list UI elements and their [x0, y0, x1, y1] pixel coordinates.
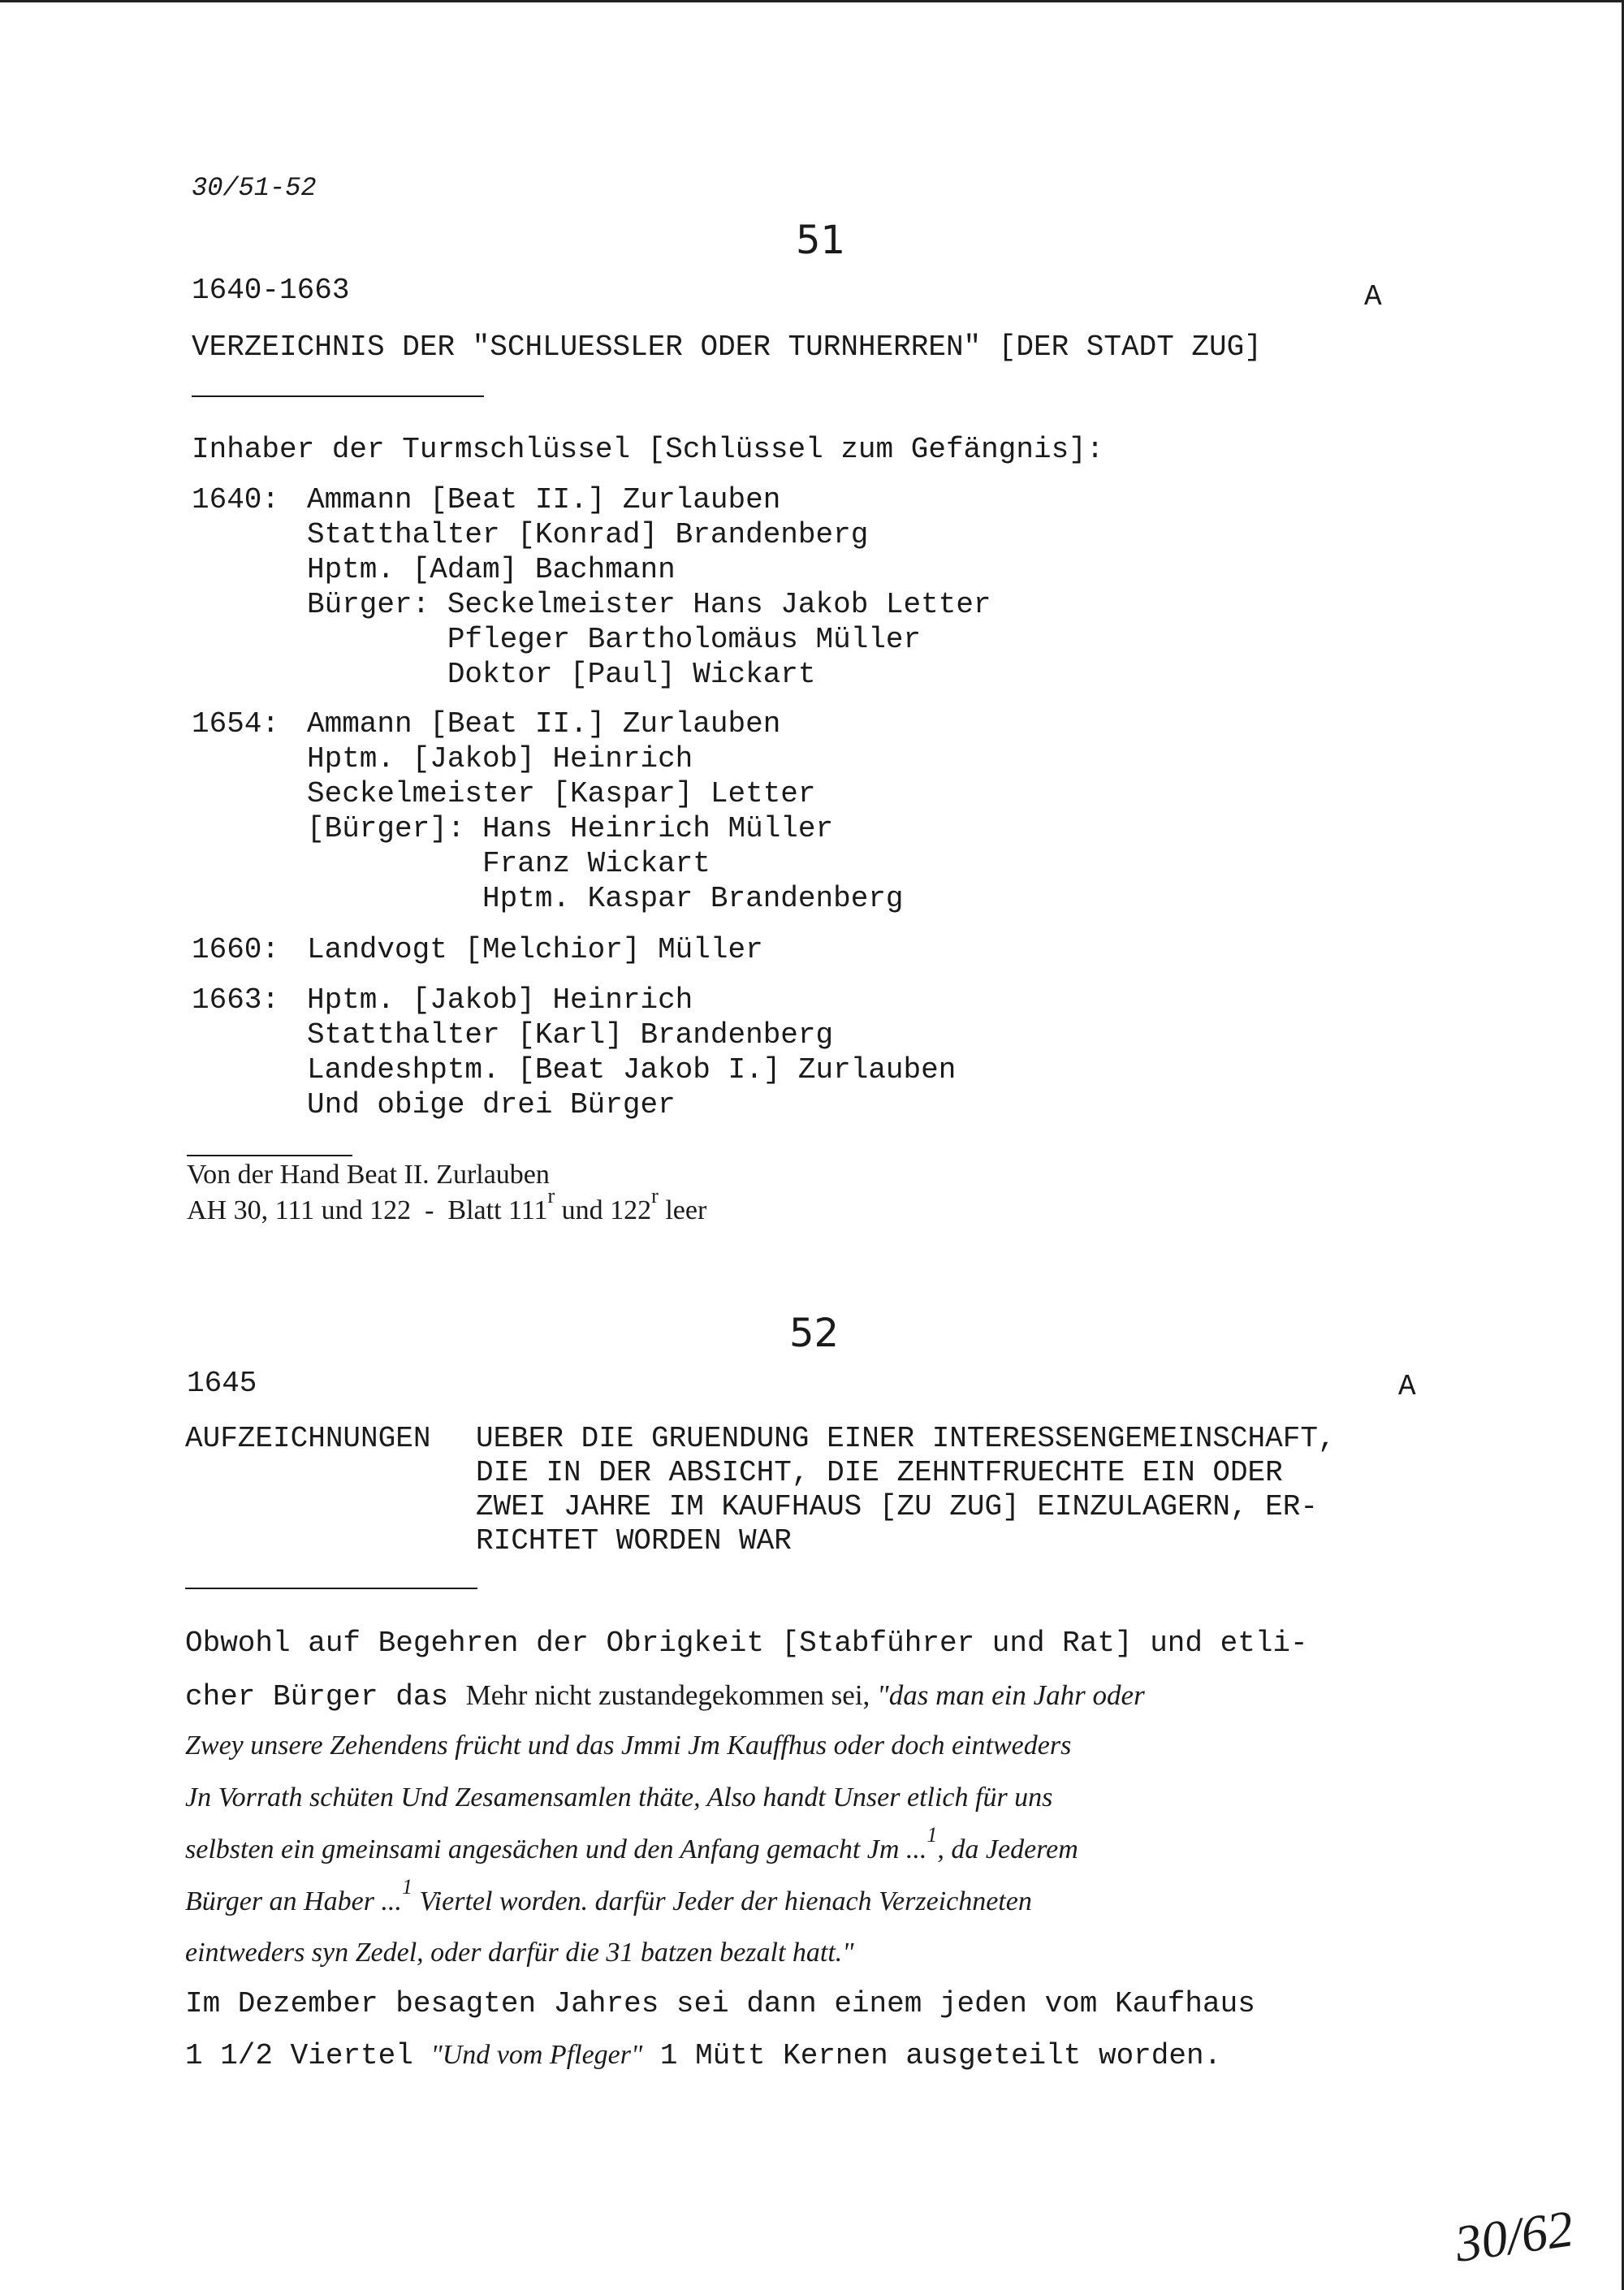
doc51-number: 51	[796, 218, 846, 263]
entry-line: Bürger: Seckelmeister Hans Jakob Letter	[307, 588, 991, 621]
entry-line: Und obige drei Bürger	[307, 1088, 676, 1121]
footnote-ref: 1	[926, 1823, 938, 1847]
doc52-title-line: ZWEI JAHRE IM KAUFHAUS [ZU ZUG] EINZULAGERN, ER-	[476, 1490, 1318, 1523]
entry-year: 1660:	[192, 933, 280, 966]
doc52-quote-line: Bürger an Haber ...$^1$ Viertel worden. darfür Jeder der hienach Verzeichneten	[185, 1875, 1032, 1916]
doc51-grade: A	[1364, 280, 1382, 313]
doc52-quote-line: selbsten ein gmeinsami angesächen und den Anfang gemacht Jm ...$^1$, da Jederem	[185, 1823, 1078, 1864]
doc52-quote-line: Jn Vorrath schüten Und Zesamensamlen thäte, Also handt Unser etlich für uns	[185, 1782, 1053, 1813]
entry-line: Hptm. [Jakob] Heinrich	[307, 983, 693, 1017]
doc52-title-rule	[185, 1588, 477, 1589]
doc52-quote-line: eintweders syn Zedel, oder darfür die 31 batzen bezalt hatt."	[185, 1938, 854, 1968]
doc52-body-line: cher Bürger das Mehr nicht zustandegekommen sei, "das man ein Jahr oder	[185, 1679, 1145, 1713]
entry-line: Hptm. [Adam] Bachmann	[307, 553, 676, 586]
doc52-number: 52	[789, 1311, 840, 1356]
doc52-title-line: DIE IN DER ABSICHT, DIE ZEHNTFRUECHTE EIN ODER	[476, 1456, 1283, 1489]
doc52-quote-line: Zwey unsere Zehendens frücht und das Jmmi Jm Kauffhus oder doch eintweders	[185, 1730, 1072, 1761]
entry-line: Hptm. [Jakob] Heinrich	[307, 742, 693, 776]
doc52-body-line: 1 1/2 Viertel "Und vom Pfleger" 1 Mütt Kernen ausgeteilt worden.	[185, 2039, 1222, 2072]
doc51-intro: Inhaber der Turmschlüssel [Schlüssel zum Gefängnis]:	[192, 433, 1104, 466]
doc52-title-line: UEBER DIE GRUENDUNG EINER INTERESSENGEMEINSCHAFT,	[476, 1422, 1336, 1455]
entry-line: Landeshptm. [Beat Jakob I.] Zurlauben	[307, 1053, 957, 1087]
handwritten-folio-number: 30/62	[1451, 2199, 1577, 2273]
entry-line: Doktor [Paul] Wickart	[307, 658, 816, 691]
scan-border-top	[0, 0, 1624, 2]
doc51-source-rule	[187, 1155, 352, 1156]
entry-line: Ammann [Beat II.] Zurlauben	[307, 483, 781, 516]
entry-line: Hptm. Kaspar Brandenberg	[307, 882, 904, 915]
entry-line: Seckelmeister [Kaspar] Letter	[307, 777, 816, 810]
doc52-body-line: Obwohl auf Begehren der Obrigkeit [Stabführer und Rat] und etli-	[185, 1627, 1308, 1660]
entry-line: Landvogt [Melchior] Müller	[307, 933, 763, 966]
entry-year: 1663:	[192, 983, 280, 1017]
footnote-ref: 1	[401, 1875, 412, 1899]
entry-line: Ammann [Beat II.] Zurlauben	[307, 707, 781, 741]
entry-year: 1640:	[192, 483, 280, 516]
doc52-body-line: Im Dezember besagten Jahres sei dann einem jeden vom Kaufhaus	[185, 1987, 1255, 2020]
doc51-title-rule	[192, 395, 484, 397]
doc52-title-lead: AUFZEICHNUNGEN	[185, 1422, 431, 1455]
entry-line: Pfleger Bartholomäus Müller	[307, 623, 922, 656]
archive-reference: 30/51-52	[192, 173, 317, 203]
doc51-source-ref: AH 30, 111 und 122 - Blatt 111$^r$ und 122$^r$ leer	[187, 1184, 707, 1225]
doc52-grade: A	[1398, 1370, 1416, 1403]
entry-line: Statthalter [Konrad] Brandenberg	[307, 518, 869, 551]
doc52-title-line: RICHTET WORDEN WAR	[476, 1524, 792, 1558]
entry-line: Statthalter [Karl] Brandenberg	[307, 1018, 834, 1052]
doc51-title: VERZEICHNIS DER "SCHLUESSLER ODER TURNHERREN" [DER STADT ZUG]	[192, 331, 1262, 364]
doc51-date: 1640-1663	[192, 274, 350, 307]
entry-year: 1654:	[192, 707, 280, 741]
entry-line: [Bürger]: Hans Heinrich Müller	[307, 812, 834, 845]
doc52-date: 1645	[187, 1367, 257, 1400]
doc51-source-hand: Von der Hand Beat II. Zurlauben	[187, 1160, 550, 1190]
entry-line: Franz Wickart	[307, 847, 710, 880]
